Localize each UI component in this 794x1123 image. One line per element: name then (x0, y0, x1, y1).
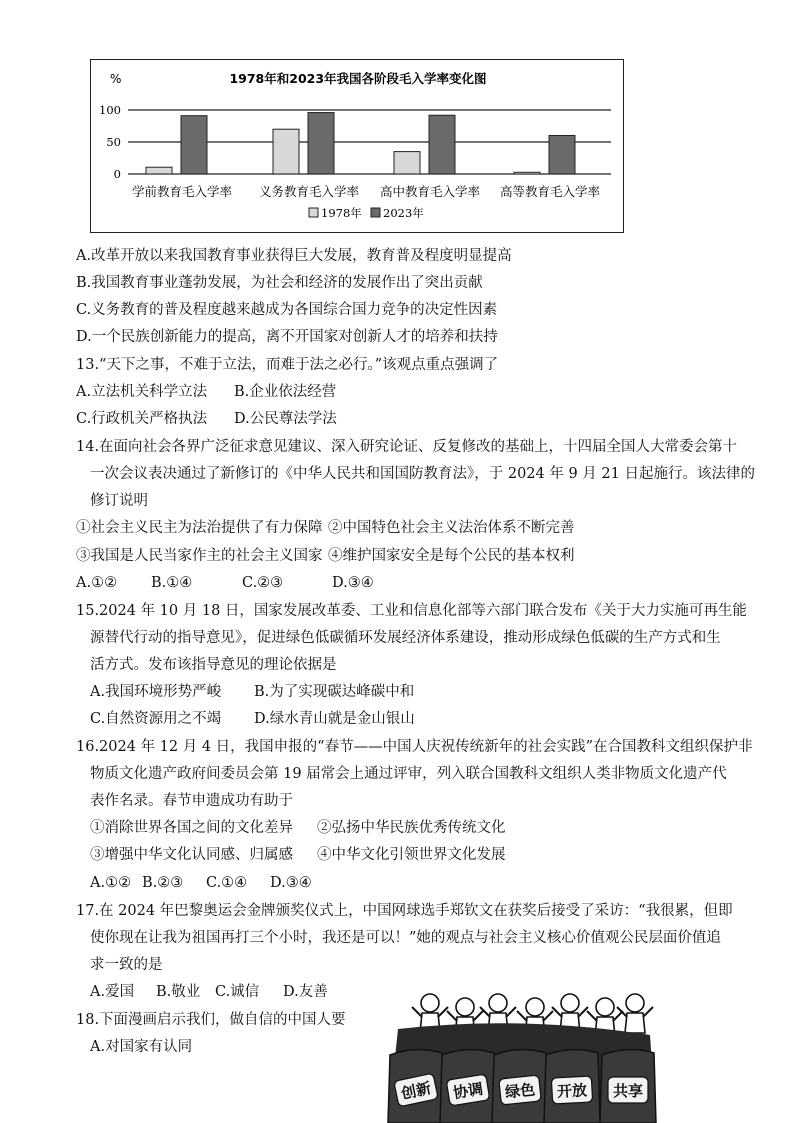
q16-statements-row1 (90, 818, 506, 838)
legend-label: 2023年 (383, 206, 424, 220)
q14-option-a: A.①② (76, 575, 118, 591)
q15-stem-1: 15.2024 年 10 月 18 日，国家发展改革委、工业和信息化部等六部门联合发布《关于大力实施可再生能 (76, 603, 747, 619)
q14-stem-2: 一次会议表决通过了新修订的《中华人民共和国国防教育法》，于 2024 年 9 月 21 日起施行。该法律的 (90, 466, 755, 482)
legend-swatch (371, 208, 380, 217)
q12-option-c: C.义务教育的普及程度越来越成为各国综合国力竞争的决定性因素 (76, 302, 498, 318)
legend-label: 1978年 (321, 206, 362, 220)
q17-stem-1: 17.在 2024 年巴黎奥运会金牌颁奖仪式上，中国网球选手郑钦文在获奖后接受了采访：“我很累，但即 (76, 903, 733, 919)
q13-option-d: D.公民尊法学法 (234, 411, 337, 427)
q17-option-a: A.爱国 (90, 984, 135, 1000)
q14-statement-3: ③我国是人民当家作主的社会主义国家 (76, 548, 323, 564)
q15-options-row1 (90, 682, 414, 702)
q12-option-a: A.改革开放以来我国教育事业获得巨大发展，教育普及程度明显提高 (76, 248, 512, 264)
q15-stem-3: 活方式。发布该指导意见的理论依据是 (90, 657, 337, 673)
q16-statement-1: ①消除世界各国之间的文化差异 (90, 820, 293, 836)
y-tick-label: 100 (99, 103, 121, 117)
q13-options-row2 (76, 409, 337, 429)
q16-stem-1: 16.2024 年 12 月 4 日，我国申报的“春节——中国人庆祝传统新年的社会实践”在合国教科文组织保护非 (76, 739, 753, 755)
q15-option-d: D.绿水青山就是金山银山 (254, 711, 415, 727)
q15-option-a: A.我国环境形势严峻 (90, 684, 222, 700)
q14-option-d: D.③④ (332, 575, 374, 591)
q16-statements-row2 (90, 845, 506, 865)
q12-option-b: B.我国教育事业蓬勃发展，为社会和经济的发展作出了突出贡献 (76, 275, 483, 291)
q14-statements-row2 (76, 546, 575, 566)
q13-option-a: A.立法机关科学立法 (76, 384, 208, 400)
bar (273, 129, 299, 174)
q17-options (90, 982, 328, 1002)
comic-illustration (380, 985, 668, 1123)
bar-chart (90, 59, 624, 233)
y-axis-unit: % (110, 72, 122, 86)
bar (394, 152, 420, 174)
bar (308, 113, 334, 174)
y-tick-label: 50 (106, 135, 121, 149)
q14-statement-1: ①社会主义民主为法治提供了有力保障 (76, 520, 323, 536)
q16-stem-3: 表作名录。春节申遗成功有助于 (90, 793, 293, 809)
comic-word: 创新 (399, 1079, 433, 1103)
q16-option-b: B.②③ (142, 875, 184, 891)
q14-option-c: C.②③ (242, 575, 284, 591)
bar (146, 167, 172, 174)
q14-statement-2: ②中国特色社会主义法治体系不断完善 (328, 520, 575, 536)
bar (514, 172, 540, 174)
q14-stem-1: 14.在面向社会各界广泛征求意见建议、深入研究论证、反复修改的基础上，十四届全国人大常委会第十 (76, 439, 738, 455)
comic-blocks (388, 1023, 656, 1123)
comic-word: 共享 (612, 1082, 644, 1100)
comic-word: 协调 (451, 1079, 485, 1103)
q12-option-d: D.一个民族创新能力的提高，离不开国家对创新人才的培养和扶持 (76, 329, 498, 345)
q15-stem-2: 源替代行动的指导意见》，促进绿色低碳循环发展经济体系建设，推动形成绿色低碳的生产方式和生 (90, 630, 721, 646)
q16-option-c: C.①④ (206, 875, 248, 891)
q16-options (90, 873, 312, 893)
q15-options-row2 (90, 709, 415, 729)
q14-options (76, 573, 374, 593)
x-tick-label: 高中教育毛入学率 (379, 184, 481, 199)
bar (429, 115, 455, 174)
x-tick-label: 学前教育毛入学率 (131, 184, 233, 199)
q16-stem-2: 物质文化遗产政府间委员会第 19 届常会上通过评审，列入联合国教科文组织人类非物质文化遗产代 (90, 766, 727, 782)
bar (181, 116, 207, 174)
q18-option-a: A.对国家有认同 (90, 1039, 193, 1055)
x-tick-label: 高等教育毛入学率 (499, 184, 601, 199)
q13-option-b: B.企业依法经营 (234, 384, 337, 400)
q16-option-a: A.①② (90, 875, 132, 891)
comic-figure-head (526, 998, 544, 1016)
comic-figure-head (596, 998, 614, 1016)
comic-figure-head (456, 998, 474, 1016)
legend-swatch (309, 208, 318, 217)
chart-canvas (91, 60, 625, 234)
bar (549, 135, 575, 174)
x-tick-label: 义务教育毛入学率 (258, 184, 360, 199)
q17-stem-2: 使你现在让我为祖国再打三个小时，我还是可以！”她的观点与社会主义核心价值观公民层面价值追 (90, 930, 721, 946)
q17-stem-3: 求一致的是 (90, 957, 163, 973)
q13-stem: 13.“天下之事，不难于立法，而难于法之必行。”该观点重点强调了 (76, 357, 499, 373)
q16-statement-2: ②弘扬中华民族优秀传统文化 (317, 820, 506, 836)
comic-figure-head (489, 994, 507, 1012)
comic-word: 开放 (556, 1081, 588, 1101)
chart-title: 1978年和2023年我国各阶段毛入学率变化图 (229, 71, 487, 86)
comic-figure-head (626, 994, 644, 1012)
q13-option-c: C.行政机关严格执法 (76, 411, 208, 427)
comic-figure-body (625, 1013, 645, 1033)
comic-figure-head (561, 994, 579, 1012)
q16-statement-4: ④中华文化引领世界文化发展 (317, 847, 506, 863)
q16-option-d: D.③④ (270, 875, 312, 891)
q17-option-d: D.友善 (283, 984, 328, 1000)
q17-option-b: B.敬业 (156, 984, 201, 1000)
y-tick-label: 0 (113, 167, 121, 181)
q14-statement-4: ④维护国家安全是每个公民的基本权利 (328, 548, 575, 564)
q17-option-c: C.诚信 (215, 984, 260, 1000)
q13-options-row1 (76, 382, 336, 402)
q16-statement-3: ③增强中华文化认同感、归属感 (90, 847, 293, 863)
q18-stem: 18.下面漫画启示我们，做自信的中国人要 (76, 1012, 346, 1028)
comic-word: 绿色 (504, 1080, 536, 1102)
q15-option-b: B.为了实现碳达峰碳中和 (254, 684, 415, 700)
q15-option-c: C.自然资源用之不竭 (90, 711, 222, 727)
q14-option-b: B.①④ (151, 575, 193, 591)
q14-statements-row1 (76, 518, 575, 538)
q14-stem-3: 修订说明 (90, 493, 148, 509)
comic-figure-head (421, 994, 439, 1012)
